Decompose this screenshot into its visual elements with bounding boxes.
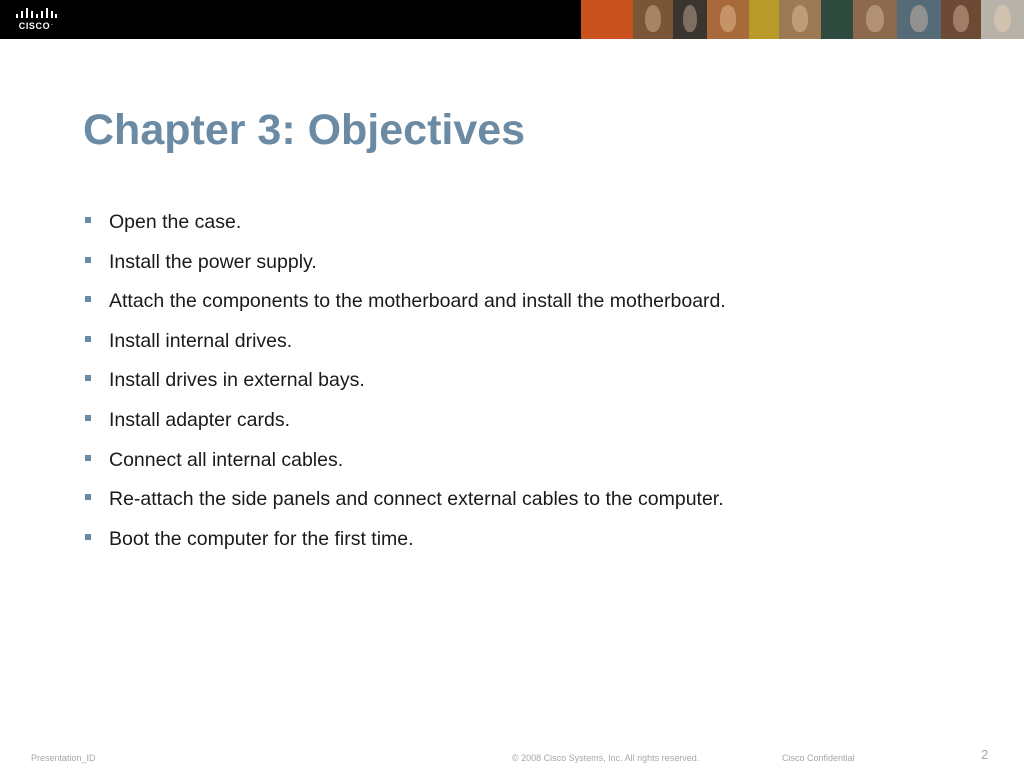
woman-portrait-photo (633, 0, 673, 39)
cisco-bridge-logo-icon (14, 6, 58, 20)
autumn-leaves-photo (581, 0, 633, 39)
girl-portrait-photo (853, 0, 897, 39)
square-bullet-icon (85, 494, 91, 500)
man-portrait-photo (673, 0, 707, 39)
yellow-pattern-photo (749, 0, 779, 39)
square-bullet-icon (85, 415, 91, 421)
footer-copyright: © 2008 Cisco Systems, Inc. All rights reserved. (512, 753, 700, 763)
objective-item (83, 246, 726, 286)
objective-text: Boot the computer for the first time. (109, 527, 414, 550)
footer-presentation-id: Presentation_ID (31, 753, 96, 763)
objective-item (83, 206, 726, 246)
objective-text: Install adapter cards. (109, 408, 291, 431)
person-portrait-photo (779, 0, 821, 39)
objective-item (83, 325, 726, 365)
boy-portrait-photo (707, 0, 749, 39)
objective-text: Connect all internal cables. (109, 448, 344, 471)
objective-item (83, 483, 726, 523)
objective-text: Install internal drives. (109, 329, 293, 352)
objective-text: Install drives in external bays. (109, 369, 365, 392)
square-bullet-icon (85, 375, 91, 381)
header-photo-strip (581, 0, 1024, 39)
objectives-list (83, 206, 726, 562)
objective-item (83, 404, 726, 444)
objective-text: Open the case. (109, 211, 242, 233)
logo-text: CISCO (18, 21, 51, 31)
objective-text: Re-attach the side panels and connect external cables to the computer. (109, 488, 724, 511)
objective-item (83, 364, 726, 404)
slide-title: Chapter 3: Objectives (83, 106, 526, 154)
objective-item (83, 523, 726, 563)
square-bullet-icon (85, 296, 91, 302)
square-bullet-icon (85, 336, 91, 342)
man-with-glasses-photo (897, 0, 941, 39)
square-bullet-icon (85, 455, 91, 461)
green-pattern-photo (821, 0, 853, 39)
footer-confidential: Cisco Confidential (782, 753, 855, 763)
square-bullet-icon (85, 257, 91, 263)
objective-item (83, 444, 726, 484)
young-man-portrait-photo (981, 0, 1024, 39)
square-bullet-icon (85, 534, 91, 540)
page-number: 2 (981, 747, 989, 762)
objective-text: Attach the components to the motherboard and install the motherboard. (109, 290, 726, 313)
man-portrait-photo-2 (941, 0, 981, 39)
header-bar (0, 0, 1024, 39)
objective-text: Install the power supply. (109, 250, 317, 273)
logo-wordmark: CISCO. (18, 21, 54, 31)
cisco-logo (14, 6, 58, 34)
objective-item (83, 285, 726, 325)
square-bullet-icon (85, 217, 91, 223)
